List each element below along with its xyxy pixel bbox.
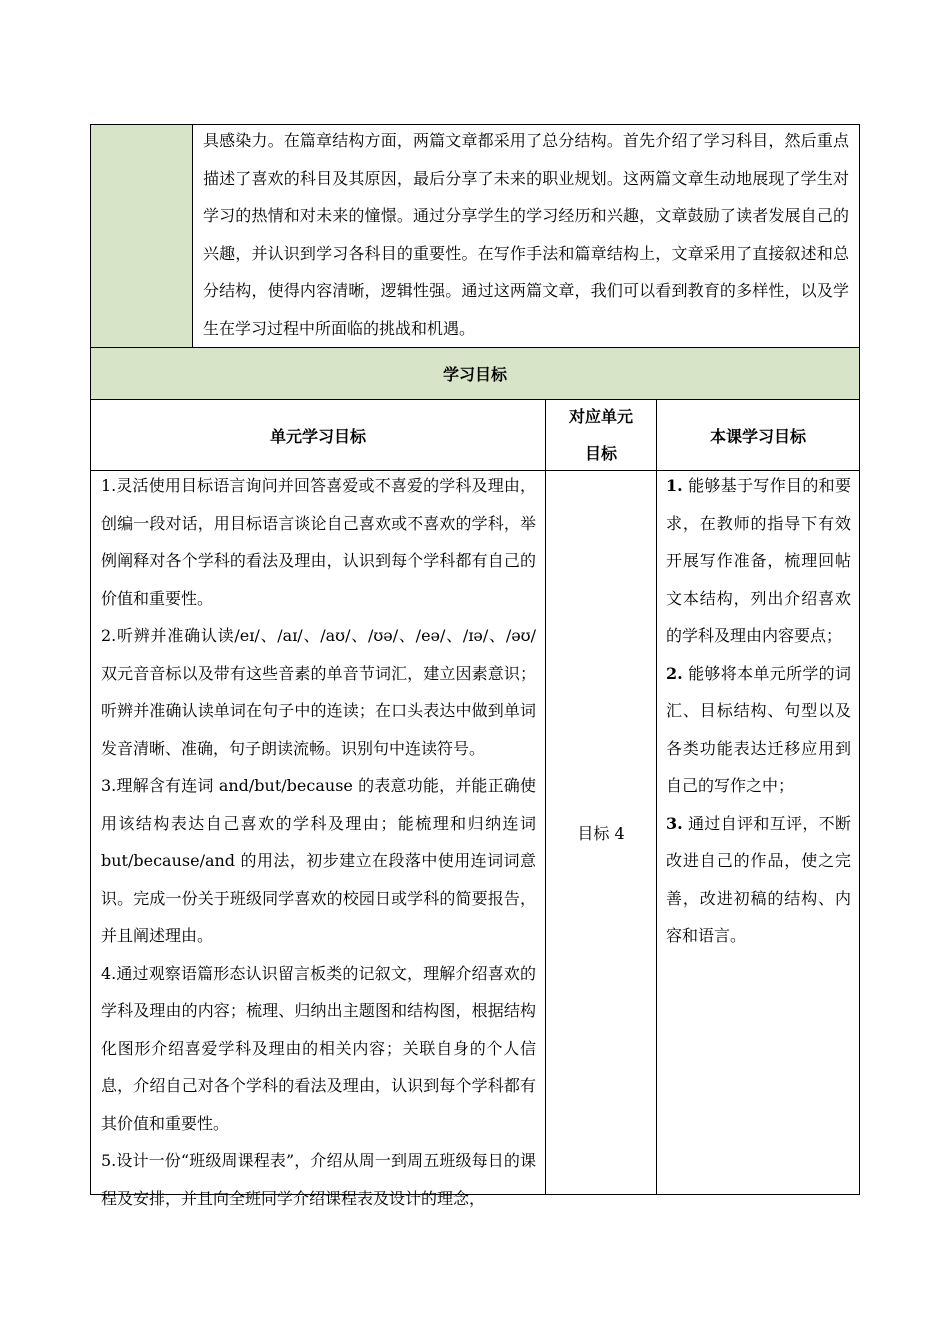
intro-paragraph: 具感染力。在篇章结构方面，两篇文章都采用了总分结构。首先介绍了学习科目，然后重点描述了喜欢的科目及其原因，最后分享了未来的职业规划。这两篇文章生动地展现了学生对学习的热情和对未来的憧憬。通过分享学生的学习经历和兴趣，文章鼓励了读者发展自己的兴趣，并认识到学习各科目的重要性。在写作手法和篇章结构上，文章采用了直接叙述和总分结构，使得内容清晰，逻辑性强。通过这两篇文章，我们可以看到教育的多样性，以及学生在学习过程中所面临的挑战和机遇。 [203, 131, 849, 338]
unit-goal-item: 5.设计一份“班级周课程表”，介绍从周一到周五班级每日的课程及安排，并且向全班同学介绍课程表及设计的理念， [101, 1151, 536, 1208]
lesson-goal-number: 1. [666, 476, 683, 495]
lesson-goal-number: 3. [666, 813, 683, 833]
unit-goal-item: 2.听辨并准确认读/eɪ/、/aɪ/、/aʊ/、/ʊə/、/eə/、/ɪə/、/əʊ/双元音音标以及带有这些音素的单音节词汇，建立因素意识；听辨并准确认读单词在句子中的连读；在口头表达中做到单词发音清晰、准确，句子朗读流畅。识别句中连读符号。 [101, 626, 536, 758]
header-mapping [545, 399, 657, 471]
unit-goal-item: 4.通过观察语篇形态认识留言板类的记叙文，理解介绍喜欢的学科及理由的内容；梳理、归纳出主题图和结构图，根据结构化图形介绍喜爱学科及理由的相关内容；关联自身的个人信息，介绍自己对各个学科的看法及理由，认识到每个学科都有其价值和重要性。 [101, 963, 536, 1133]
section-title-text: 学习目标 [442, 365, 507, 384]
header-lesson-goals-text: 本课学习目标 [709, 426, 806, 446]
lesson-goal-item [666, 805, 851, 955]
header-unit-goals [90, 399, 546, 471]
header-unit-goals-text: 单元学习目标 [269, 426, 366, 446]
lesson-goal-text: 能够将本单元所学的词汇、目标结构、句型以及各类功能表达迁移应用到自己的写作之中； [666, 663, 851, 795]
lesson-goal-item [666, 655, 851, 805]
section-title [90, 347, 860, 400]
unit-goal-item: 3.理解含有连词 and/but/because 的表意功能，并能正确使用该结构表达自己喜欢的学科及理由；能梳理和归纳连词 but/because/and 的用法，初步建立在段落中使用连词词意识。完成一份关于班级同学喜欢的校园日或学科的简要报告，并且阐述理由。 [101, 776, 536, 945]
header-lesson-goals [656, 399, 860, 471]
unit-goal-item: 1.灵活使用目标语言询问并回答喜爱或不喜爱的学科及理由，创编一段对话，用目标语言谈论自己喜欢或不喜欢的学科，举例阐释对各个学科的看法及理由，认识到每个学科都有自己的价值和重要性。 [101, 476, 536, 608]
lesson-goal-text: 通过自评和互评，不断改进自己的作品，使之完善，改进初稿的结构、内容和语言。 [666, 813, 851, 945]
unit-goals-cell [90, 470, 546, 1208]
intro-left-cell [90, 124, 193, 348]
intro-text-cell [192, 124, 860, 348]
header-mapping-text: 对应单元目标 [568, 407, 633, 463]
lesson-goal-text: 能够基于写作目的和要求，在教师的指导下有效开展写作准备，梳理回帖文本结构，列出介绍喜欢的学科及理由内容要点； [666, 476, 851, 645]
lesson-goal-number: 2. [666, 663, 683, 683]
lesson-goal-item [666, 467, 851, 655]
lesson-goals-cell [656, 470, 860, 1195]
mapping-cell [545, 470, 657, 1195]
mapping-value: 目标 4 [577, 824, 625, 843]
